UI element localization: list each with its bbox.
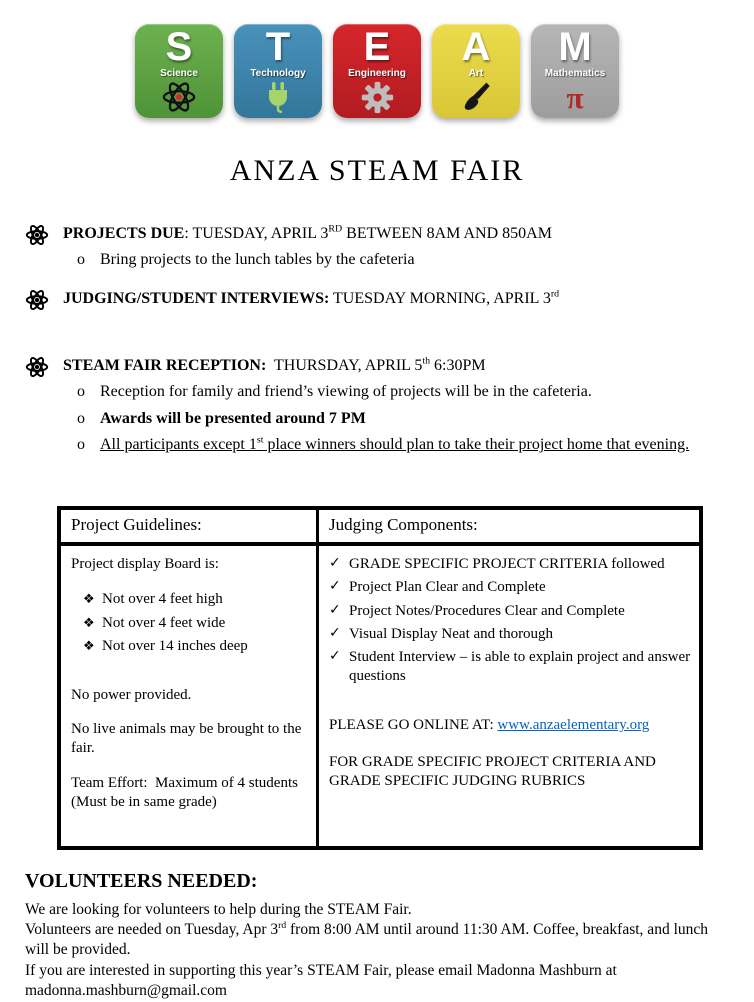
projects-due-sub-bullet: o Bring projects to the lunch tables by the cafeteria	[77, 250, 552, 271]
judging-item: ✓ Project Plan Clear and Complete	[329, 578, 699, 597]
atom-icon	[161, 79, 197, 118]
volunteers-line1: We are looking for volunteers to help during the STEAM Fair.	[25, 900, 412, 918]
check-icon: ✓	[329, 601, 341, 618]
steam-tile-art	[432, 24, 520, 118]
judging-components-cell	[319, 546, 709, 846]
tile-letter-s: S	[165, 25, 193, 69]
paintbrush-icon	[460, 79, 493, 118]
steam-tile-science	[135, 24, 223, 118]
volunteers-line3: If you are interested in supporting this year’s STEAM Fair, please email Madonna Mashburn at	[25, 961, 617, 979]
judging-item: ✓ Project Notes/Procedures Clear and Complete	[329, 602, 699, 621]
reception-sub-take-home: o All participants except 1st place winners should plan to take their project home that evening.	[77, 435, 689, 456]
steam-tile-engineering	[333, 24, 421, 118]
tile-letter-m: M	[558, 25, 592, 69]
sub-bullet-marker: o	[77, 382, 85, 400]
check-icon: ✓	[329, 555, 341, 572]
table-header-row	[61, 510, 699, 546]
judging-item: ✓ Visual Display Neat and thorough	[329, 625, 699, 644]
diamond-bullet-icon: ❖	[83, 638, 95, 654]
guideline-item: ❖ Not over 14 inches deep	[83, 637, 306, 656]
no-power-note: No power provided.	[71, 686, 192, 703]
atom-bullet-icon	[25, 289, 50, 316]
tile-label-technology: Technology	[250, 68, 306, 79]
sub-bullet-marker: o	[77, 436, 85, 454]
plug-icon	[263, 79, 293, 118]
steam-logo	[0, 0, 754, 118]
page-title: ANZA STEAM FAIR	[229, 154, 525, 187]
guideline-item: ❖ Not over 4 feet wide	[83, 614, 306, 633]
gear-icon	[361, 79, 394, 118]
diamond-bullet-icon: ❖	[83, 592, 95, 608]
announcement-judging	[25, 289, 726, 316]
steam-tile-mathematics	[531, 24, 619, 118]
display-board-intro: Project display Board is:	[71, 556, 219, 573]
tile-label-mathematics: Mathematics	[544, 68, 606, 79]
tile-label-engineering: Engineering	[348, 68, 406, 79]
diamond-bullet-icon: ❖	[83, 615, 95, 631]
atom-bullet-icon	[25, 224, 50, 251]
no-animals-note: No live animals may be brought to the fair.	[71, 721, 302, 757]
tile-letter-a: A	[461, 25, 491, 69]
announcements-section	[25, 224, 726, 456]
project-guidelines-cell	[61, 546, 319, 846]
judging-components-header: Judging Components:	[319, 510, 699, 546]
check-icon: ✓	[329, 578, 341, 595]
tile-letter-e: E	[363, 25, 391, 69]
volunteers-email: madonna.mashburn@gmail.com	[25, 982, 227, 1000]
tile-label-science: Science	[160, 68, 198, 79]
steam-tile-technology	[234, 24, 322, 118]
reception-sub-viewing: o Reception for family and friend’s viewing of projects will be in the cafeteria.	[77, 382, 689, 403]
sub-bullet-marker: o	[77, 409, 85, 427]
judging-item: ✓ GRADE SPECIFIC PROJECT CRITERIA followed	[329, 555, 699, 574]
go-online-line: PLEASE GO ONLINE AT: www.anzaelementary.org	[329, 717, 650, 734]
anza-website-link[interactable]: www.anzaelementary.org	[497, 717, 650, 734]
volunteers-line2: Volunteers are needed on Tuesday, Apr 3rd from 8:00 AM until around 11:30 AM. Coffee, breakfast, and lunch will be provided.	[25, 919, 709, 959]
volunteers-heading: VOLUNTEERS NEEDED:	[25, 870, 258, 893]
tile-label-art: Art	[468, 68, 484, 79]
sub-bullet-marker: o	[77, 251, 85, 268]
reception-line: STEAM FAIR RECEPTION: THURSDAY, APRIL 5th 6:30PM	[63, 355, 486, 374]
announcement-reception	[25, 356, 726, 456]
judging-line: JUDGING/STUDENT INTERVIEWS: TUESDAY MORNING, APRIL 3rd	[63, 288, 560, 307]
atom-bullet-icon	[25, 356, 50, 383]
volunteers-section	[25, 868, 732, 1002]
team-effort-note: Team Effort: Maximum of 4 students (Must be in same grade)	[71, 774, 298, 810]
criteria-note: FOR GRADE SPECIFIC PROJECT CRITERIA AND GRADE SPECIFIC JUDGING RUBRICS	[329, 753, 656, 789]
guidelines-judging-table	[57, 506, 703, 850]
judging-item: ✓ Student Interview – is able to explain project and answer questions	[329, 648, 699, 686]
reception-sub-awards: o Awards will be presented around 7 PM	[77, 409, 689, 430]
tile-letter-t: T	[265, 25, 291, 69]
projects-due-line: PROJECTS DUE: TUESDAY, APRIL 3RD BETWEEN 8AM AND 850AM	[63, 223, 552, 242]
table-body-row	[61, 546, 699, 846]
check-icon: ✓	[329, 624, 341, 641]
guideline-item: ❖ Not over 4 feet high	[83, 590, 306, 609]
project-guidelines-header: Project Guidelines:	[61, 510, 319, 546]
check-icon: ✓	[329, 647, 341, 664]
pi-icon: π	[566, 79, 584, 115]
announcement-projects-due	[25, 224, 726, 271]
